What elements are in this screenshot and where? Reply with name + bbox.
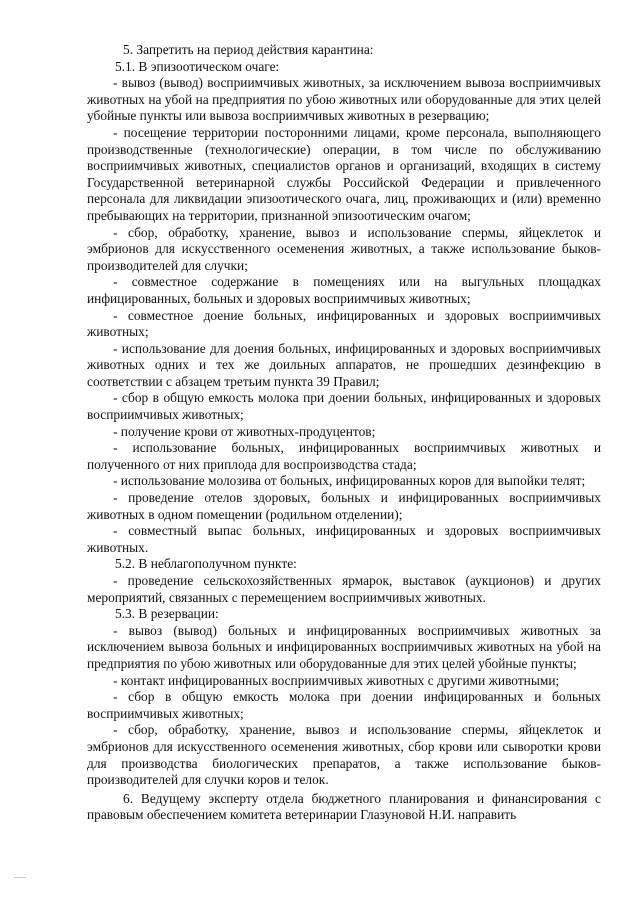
list-item: - использование для доения больных, инфицированных и здоровых восприимчивых животных одних и тех же доильных аппаратов, не прошедших дезинфекцию в соответствии с абзацем третьим пункта 39 Правил;	[87, 340, 601, 389]
list-item: - получение крови от животных-продуцентов;	[113, 423, 376, 439]
list-item: - совместный выпас больных, инфицированных и здоровых восприимчивых животных.	[87, 523, 601, 555]
list-item: - использование молозива от больных, инфицированных коров для выпойки телят;	[113, 473, 586, 489]
list-item: - совместное содержание в помещениях или на выгульных площадках инфицированных, больных и здоровых восприимчивых животных;	[87, 274, 601, 306]
list-item: - совместное доение больных, инфицированных и здоровых восприимчивых животных;	[87, 307, 601, 340]
subsection-5-2-heading: 5.2. В неблагополучном пункте:	[115, 556, 297, 572]
list-item: - проведение отелов здоровых, больных и инфицированных восприимчивых животных в одном помещении (родильном отделении);	[87, 490, 601, 522]
document-body	[87, 42, 601, 824]
list-item: - проведение сельскохозяйственных ярмарок, выставок (аукционов) и других мероприятий, связанных с перемещением восприимчивых животных.	[87, 573, 601, 605]
section-6-paragraph: 6. Ведущему эксперту отдела бюджетного планирования и финансирования с правовым обеспечением комитета ветеринарии Глазуновой Н.И. направить	[87, 790, 601, 823]
section-5-heading: 5. Запретить на период действия карантина:	[123, 42, 374, 57]
list-item: - сбор, обработку, хранение, вывоз и использование спермы, яйцеклеток и эмбрионов для искусственного осеменения животных, сбор крови или сыворотки крови для производства биологических препаратов, а также использование быков-производителей для случки коров и телок.	[87, 722, 601, 788]
list-item: - вывоз (вывод) больных и инфицированных восприимчивых животных за исключением вывоза больных и инфицированных восприимчивых животных на убой на предприятия по убою животных или оборудованные для этих целей убойные пункты;	[87, 622, 601, 671]
subsection-5-1-heading: 5.1. В эпизоотическом очаге:	[115, 58, 280, 74]
scan-mark	[14, 877, 26, 878]
list-item: - вывоз (вывод) восприимчивых животных, за исключением вывоза восприимчивых животных на убой на предприятия по убою животных или оборудованные для этих целей убойные пункты или вывоза восприимчивых животных в резервацию;	[87, 75, 601, 124]
list-item: - посещение территории посторонними лицами, кроме персонала, выполняющего производственные (технологические) операции, в том числе по обслуживанию восприимчивых животных, специалистов органов и организаций, входящих в систему Государственной ветеринарной службы Российской Федерации и привлеченного персонала для ликвидации эпизоотического очага, лиц, проживающих и (или) временно пребывающих на территории, признанной эпизоотическим очагом;	[87, 124, 601, 223]
list-item: - контакт инфицированных восприимчивых животных с другими животными;	[113, 672, 560, 688]
list-item: - сбор, обработку, хранение, вывоз и использование спермы, яйцеклеток и эмбрионов для искусственного осеменения животных, а также использование быков-производителей для случки;	[87, 224, 601, 273]
list-item: - использование больных, инфицированных восприимчивых животных и полученного от них приплода для воспроизводства стада;	[87, 440, 601, 472]
list-item: - сбор в общую емкость молока при доении больных, инфицированных и здоровых восприимчивых животных;	[87, 390, 601, 423]
list-item: - сбор в общую емкость молока при доении инфицированных и больных восприимчивых животных;	[87, 689, 601, 721]
subsection-5-3-heading: 5.3. В резервации:	[115, 606, 219, 622]
